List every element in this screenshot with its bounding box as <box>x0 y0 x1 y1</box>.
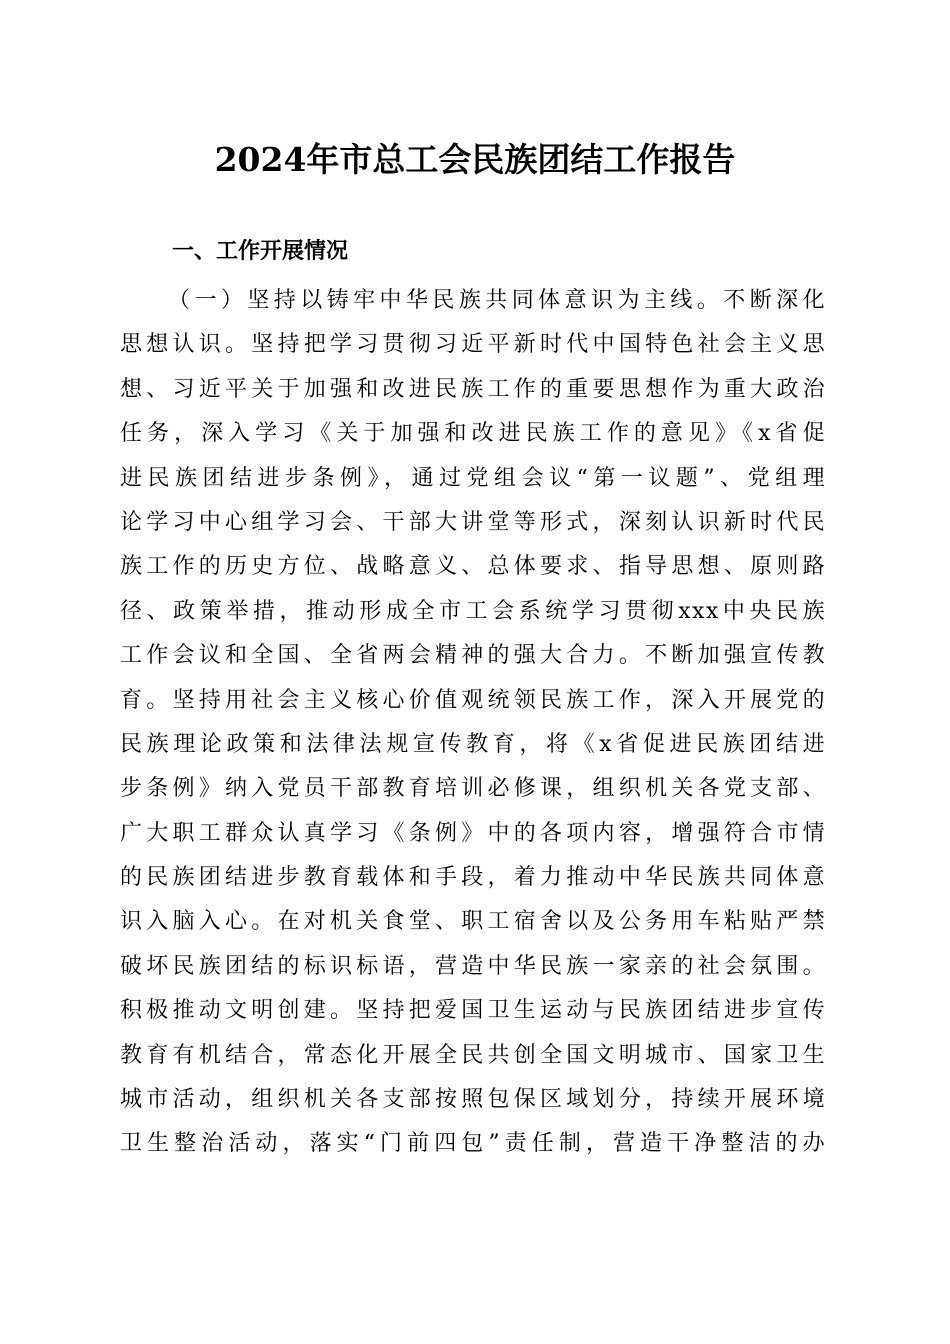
paragraph-line: 破坏民族团结的标识标语，营造中华民族一家亲的社会氛围。 <box>120 953 826 979</box>
paragraph-line: 论学习中心组学习会、干部大讲堂等形式，深刻认识新时代民 <box>120 509 826 535</box>
paragraph-line: 育。坚持用社会主义核心价值观统领民族工作，深入开展党的 <box>120 687 826 713</box>
body-paragraph <box>120 279 826 1167</box>
paragraph-line: 广大职工群众认真学习《条例》中的各项内容，增强符合市情 <box>120 820 826 846</box>
paragraph-line: 识入脑入心。在对机关食堂、职工宿舍以及公务用车粘贴严禁 <box>120 909 826 935</box>
paragraph-line: 工作会议和全国、全省两会精神的强大合力。不断加强宣传教 <box>120 643 826 669</box>
paragraph-line: 想、习近平关于加强和改进民族工作的重要思想作为重大政治 <box>120 376 826 402</box>
paragraph-line: 进民族团结进步条例》，通过党组会议“第一议题”、党组理 <box>120 465 826 491</box>
paragraph-line: 的民族团结进步教育载体和手段，着力推动中华民族共同体意 <box>120 865 826 891</box>
paragraph-line: （一）坚持以铸牢中华民族共同体意识为主线。不断深化 <box>168 288 826 313</box>
paragraph-line: 城市活动，组织机关各支部按照包保区域划分，持续开展环境 <box>120 1087 826 1113</box>
document-title: 2024年市总工会民族团结工作报告 <box>214 140 736 179</box>
paragraph-line: 径、政策举措，推动形成全市工会系统学习贯彻xxx中央民族 <box>120 598 826 624</box>
paragraph-line: 任务，深入学习《关于加强和改进民族工作的意见》《x省促 <box>120 421 826 447</box>
paragraph-line: 积极推动文明创建。坚持把爱国卫生运动与民族团结进步宣传 <box>120 998 826 1024</box>
paragraph-line: 思想认识。坚持把学习贯彻习近平新时代中国特色社会主义思 <box>120 332 826 358</box>
section-heading-work-progress: 一、工作开展情况 <box>172 239 349 264</box>
paragraph-line: 民族理论政策和法律法规宣传教育，将《x省促进民族团结进 <box>120 731 826 757</box>
paragraph-line: 族工作的历史方位、战略意义、总体要求、指导思想、原则路 <box>120 554 826 580</box>
paragraph-line: 步条例》纳入党员干部教育培训必修课，组织机关各党支部、 <box>120 776 826 802</box>
paragraph-line: 教育有机结合，常态化开展全民共创全国文明城市、国家卫生 <box>120 1042 826 1068</box>
paragraph-line: 卫生整治活动，落实“门前四包”责任制，营造干净整洁的办 <box>120 1131 826 1157</box>
